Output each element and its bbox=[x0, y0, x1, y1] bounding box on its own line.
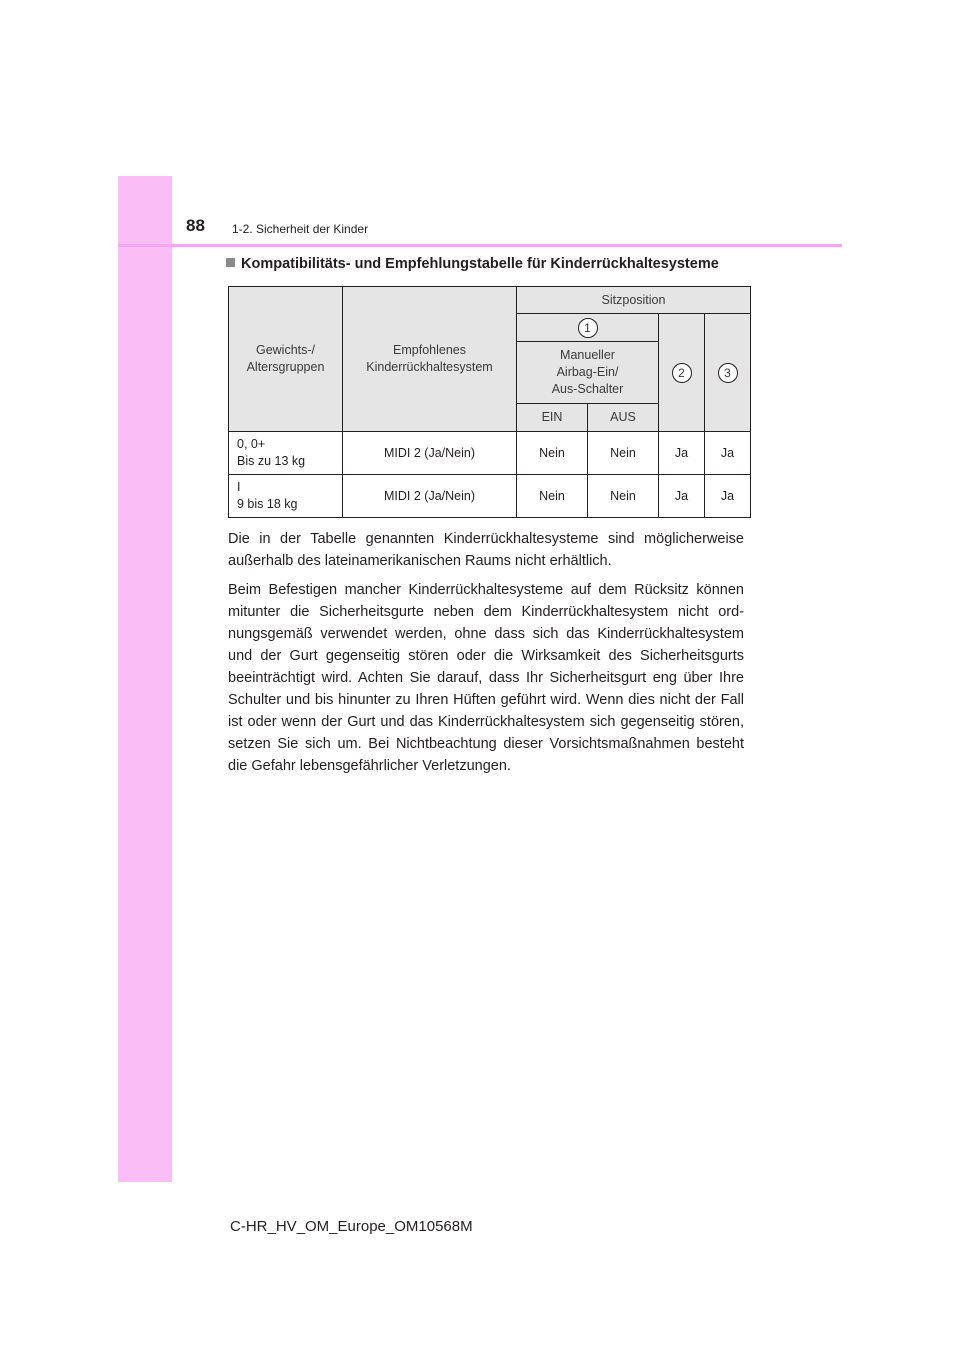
table-row bbox=[229, 475, 751, 518]
cell-ein: Nein bbox=[517, 475, 588, 518]
header-ein: EIN bbox=[517, 404, 588, 432]
cell-seat-3: Ja bbox=[705, 475, 751, 518]
seat-3-icon: 3 bbox=[718, 363, 738, 383]
table-heading bbox=[226, 256, 719, 272]
cell-aus: Nein bbox=[588, 475, 659, 518]
cell-seat-3: Ja bbox=[705, 432, 751, 475]
body-text bbox=[228, 528, 744, 784]
header-seat-1 bbox=[517, 314, 659, 342]
cell-seat-2: Ja bbox=[659, 432, 705, 475]
chapter-sidebar bbox=[118, 176, 172, 1182]
seat-1-icon: 1 bbox=[578, 318, 598, 338]
cell-system: MIDI 2 (Ja/Nein) bbox=[343, 432, 517, 475]
cell-system: MIDI 2 (Ja/Nein) bbox=[343, 475, 517, 518]
cell-group: I 9 bis 18 kg bbox=[229, 475, 343, 518]
header-seat-2 bbox=[659, 314, 705, 432]
paragraph-seatbelt-warning: Beim Befestigen mancher Kinderrückhaltesysteme auf dem Rücksitz können mitunter die Sicherheitsgurte neben dem Kinderrückhaltesystem nicht ordnungsgemäß verwendet werden, ohne dass sich das Kinderrückhaltesystem und der Gurt gegenseitig stören oder die Wirksamkeit des Sicherheitsgurts beeinträchtigt wird. Achten Sie darauf, dass Ihr Sicherheitsgurt eng über Ihre Schulter und bis hinunter zu Ihren Hüften geführt wird. Wenn dies nicht der Fall ist oder wenn der Gurt und das Kinderrückhaltesystem sich gegenseitig stören, setzen Sie sich um. Bei Nichtbeachtung dieser Vorsichtsmaßnahmen besteht die Gefahr lebensgefährlicher Verletzungen. bbox=[228, 582, 744, 774]
header-seat-3 bbox=[705, 314, 751, 432]
header-weight-group: Gewichts-/ Altersgruppen bbox=[229, 287, 343, 432]
header-seat-position: Sitzposition bbox=[517, 287, 751, 314]
cell-ein: Nein bbox=[517, 432, 588, 475]
table-heading-text: Kompatibilitäts- und Empfehlungstabelle für Kinderrückhaltesysteme bbox=[241, 256, 719, 272]
header-airbag-switch: Manueller Airbag-Ein/ Aus-Schalter bbox=[517, 342, 659, 404]
section-title: 1-2. Sicherheit der Kinder bbox=[232, 222, 369, 236]
square-bullet-icon bbox=[226, 258, 235, 267]
cell-group: 0, 0+ Bis zu 13 kg bbox=[229, 432, 343, 475]
paragraph-availability: Die in der Tabelle genannten Kinderrückhaltesysteme sind möglicherweise außerhalb des lateinamerikanischen Raums nicht erhältlich. bbox=[228, 531, 744, 569]
cell-aus: Nein bbox=[588, 432, 659, 475]
page-number: 88 bbox=[186, 216, 205, 235]
footer-doc-id: C-HR_HV_OM_Europe_OM10568M bbox=[230, 1218, 473, 1235]
header-rule bbox=[118, 244, 842, 247]
cell-seat-2: Ja bbox=[659, 475, 705, 518]
table-row bbox=[229, 432, 751, 475]
seat-2-icon: 2 bbox=[672, 363, 692, 383]
header-aus: AUS bbox=[588, 404, 659, 432]
compatibility-table bbox=[228, 286, 751, 518]
header-recommended-system: Empfohlenes Kinderrückhaltesystem bbox=[343, 287, 517, 432]
